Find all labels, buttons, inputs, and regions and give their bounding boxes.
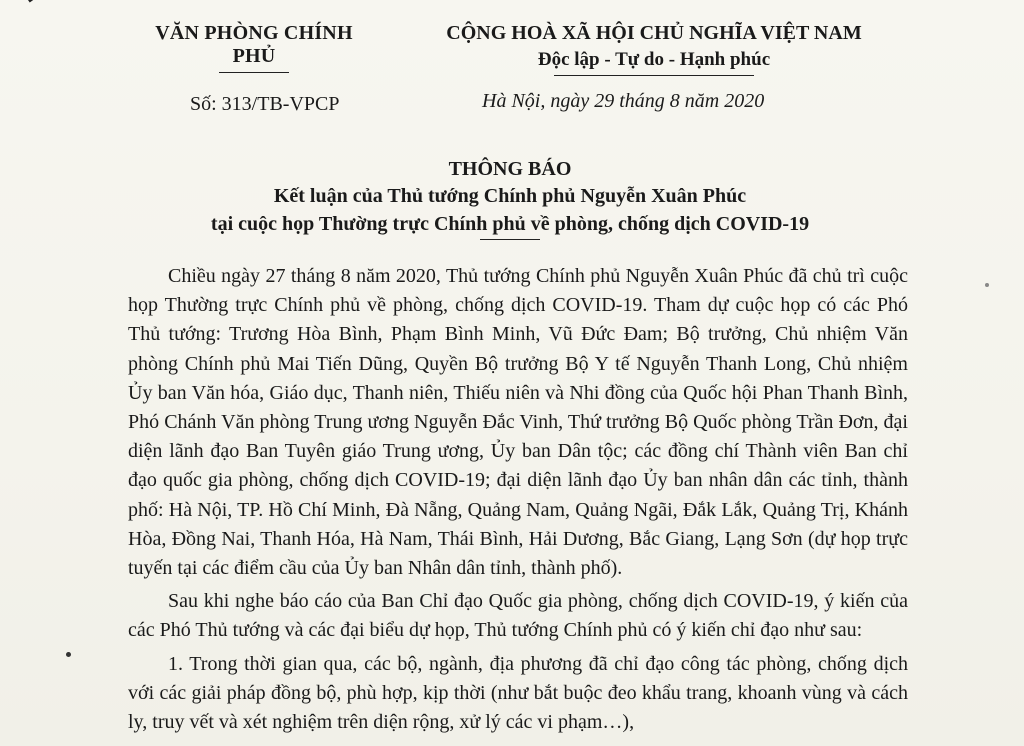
body-paragraph: Sau khi nghe báo cáo của Ban Chỉ đạo Quốc gia phòng, chống dịch COVID-19, ý kiến của các Phó Thủ tướng và các đại biểu dự họp, Thủ tướng Chính phủ có ý kiến chỉ đạo như sau:: [128, 590, 908, 642]
issuing-office: VĂN PHÒNG CHÍNH PHỦ: [155, 22, 353, 67]
national-name: CỘNG HOÀ XÃ HỘI CHỦ NGHĨA VIỆT NAM: [446, 22, 862, 44]
title-underline: [480, 239, 540, 240]
issuing-office-block: [134, 22, 374, 73]
issuing-office-underline: [219, 72, 289, 73]
document-title: THÔNG BÁO: [448, 158, 572, 180]
document-body: [128, 262, 908, 741]
body-paragraph: Chiều ngày 27 tháng 8 năm 2020, Thủ tướng Chính phủ Nguyễn Xuân Phúc đã chủ trì cuộc họp Thường trực Chính phủ về phòng, chống dịch COVID-19. Tham dự cuộc họp có các Phó Thủ tướng: Trương Hòa Bình, Phạm Bình Minh, Vũ Đức Đam; Bộ trưởng, Chủ nhiệm Văn phòng Chính phủ Mai Tiến Dũng, Quyền Bộ trưởng Bộ Y tế Nguyễn Thanh Long, Chủ nhiệm Ủy ban Văn hóa, Giáo dục, Thanh niên, Thiếu niên và Nhi đồng của Quốc hội Phan Thanh Bình, Phó Chánh Văn phòng Trung ương Nguyễn Đắc Vinh, Thứ trưởng Bộ Quốc phòng Trần Đơn, đại diện lãnh đạo Ban Tuyên giáo Trung ương, Ủy ban Dân tộc; các đồng chí Thành viên Ban chỉ đạo quốc gia phòng, chống dịch COVID-19; đại diện lãnh đạo Ủy ban nhân dân các tỉnh, thành phố: Hà Nội, TP. Hồ Chí Minh, Đà Nẵng, Quảng Nam, Quảng Ngãi, Đắk Lắk, Quảng Trị, Khánh Hòa, Đồng Nai, Thanh Hóa, Hà Nam, Thái Bình, Hải Dương, Bắc Giang, Lạng Sơn (dự họp trực tuyến tại các điểm cầu của Ủy ban Nhân dân tỉnh, thành phố).: [128, 265, 908, 580]
title-block: [90, 158, 930, 240]
document-subtitle-line-1: Kết luận của Thủ tướng Chính phủ Nguyễn Xuân Phúc: [273, 185, 747, 207]
document-number: Số: 313/TB-VPCP: [190, 93, 340, 115]
scan-speck: [66, 652, 71, 657]
national-motto: Độc lập - Tự do - Hạnh phúc: [537, 49, 771, 70]
place-and-date: Hà Nội, ngày 29 tháng 8 năm 2020: [482, 90, 765, 112]
scan-mark: [28, 0, 58, 19]
motto-underline: [554, 75, 754, 76]
body-paragraph: 1. Trong thời gian qua, các bộ, ngành, địa phương đã chỉ đạo công tác phòng, chống dịch với các giải pháp đồng bộ, phù hợp, kịp thời (như bắt buộc đeo khẩu trang, khoanh vùng và cách ly, truy vết và xét nghiệm trên diện rộng, xử lý các vi phạm…),: [128, 652, 908, 734]
document-subtitle-line-2: tại cuộc họp Thường trực Chính phủ về phòng, chống dịch COVID-19: [210, 213, 810, 235]
national-heading-block: [404, 22, 904, 76]
scan-speck: [985, 283, 989, 287]
